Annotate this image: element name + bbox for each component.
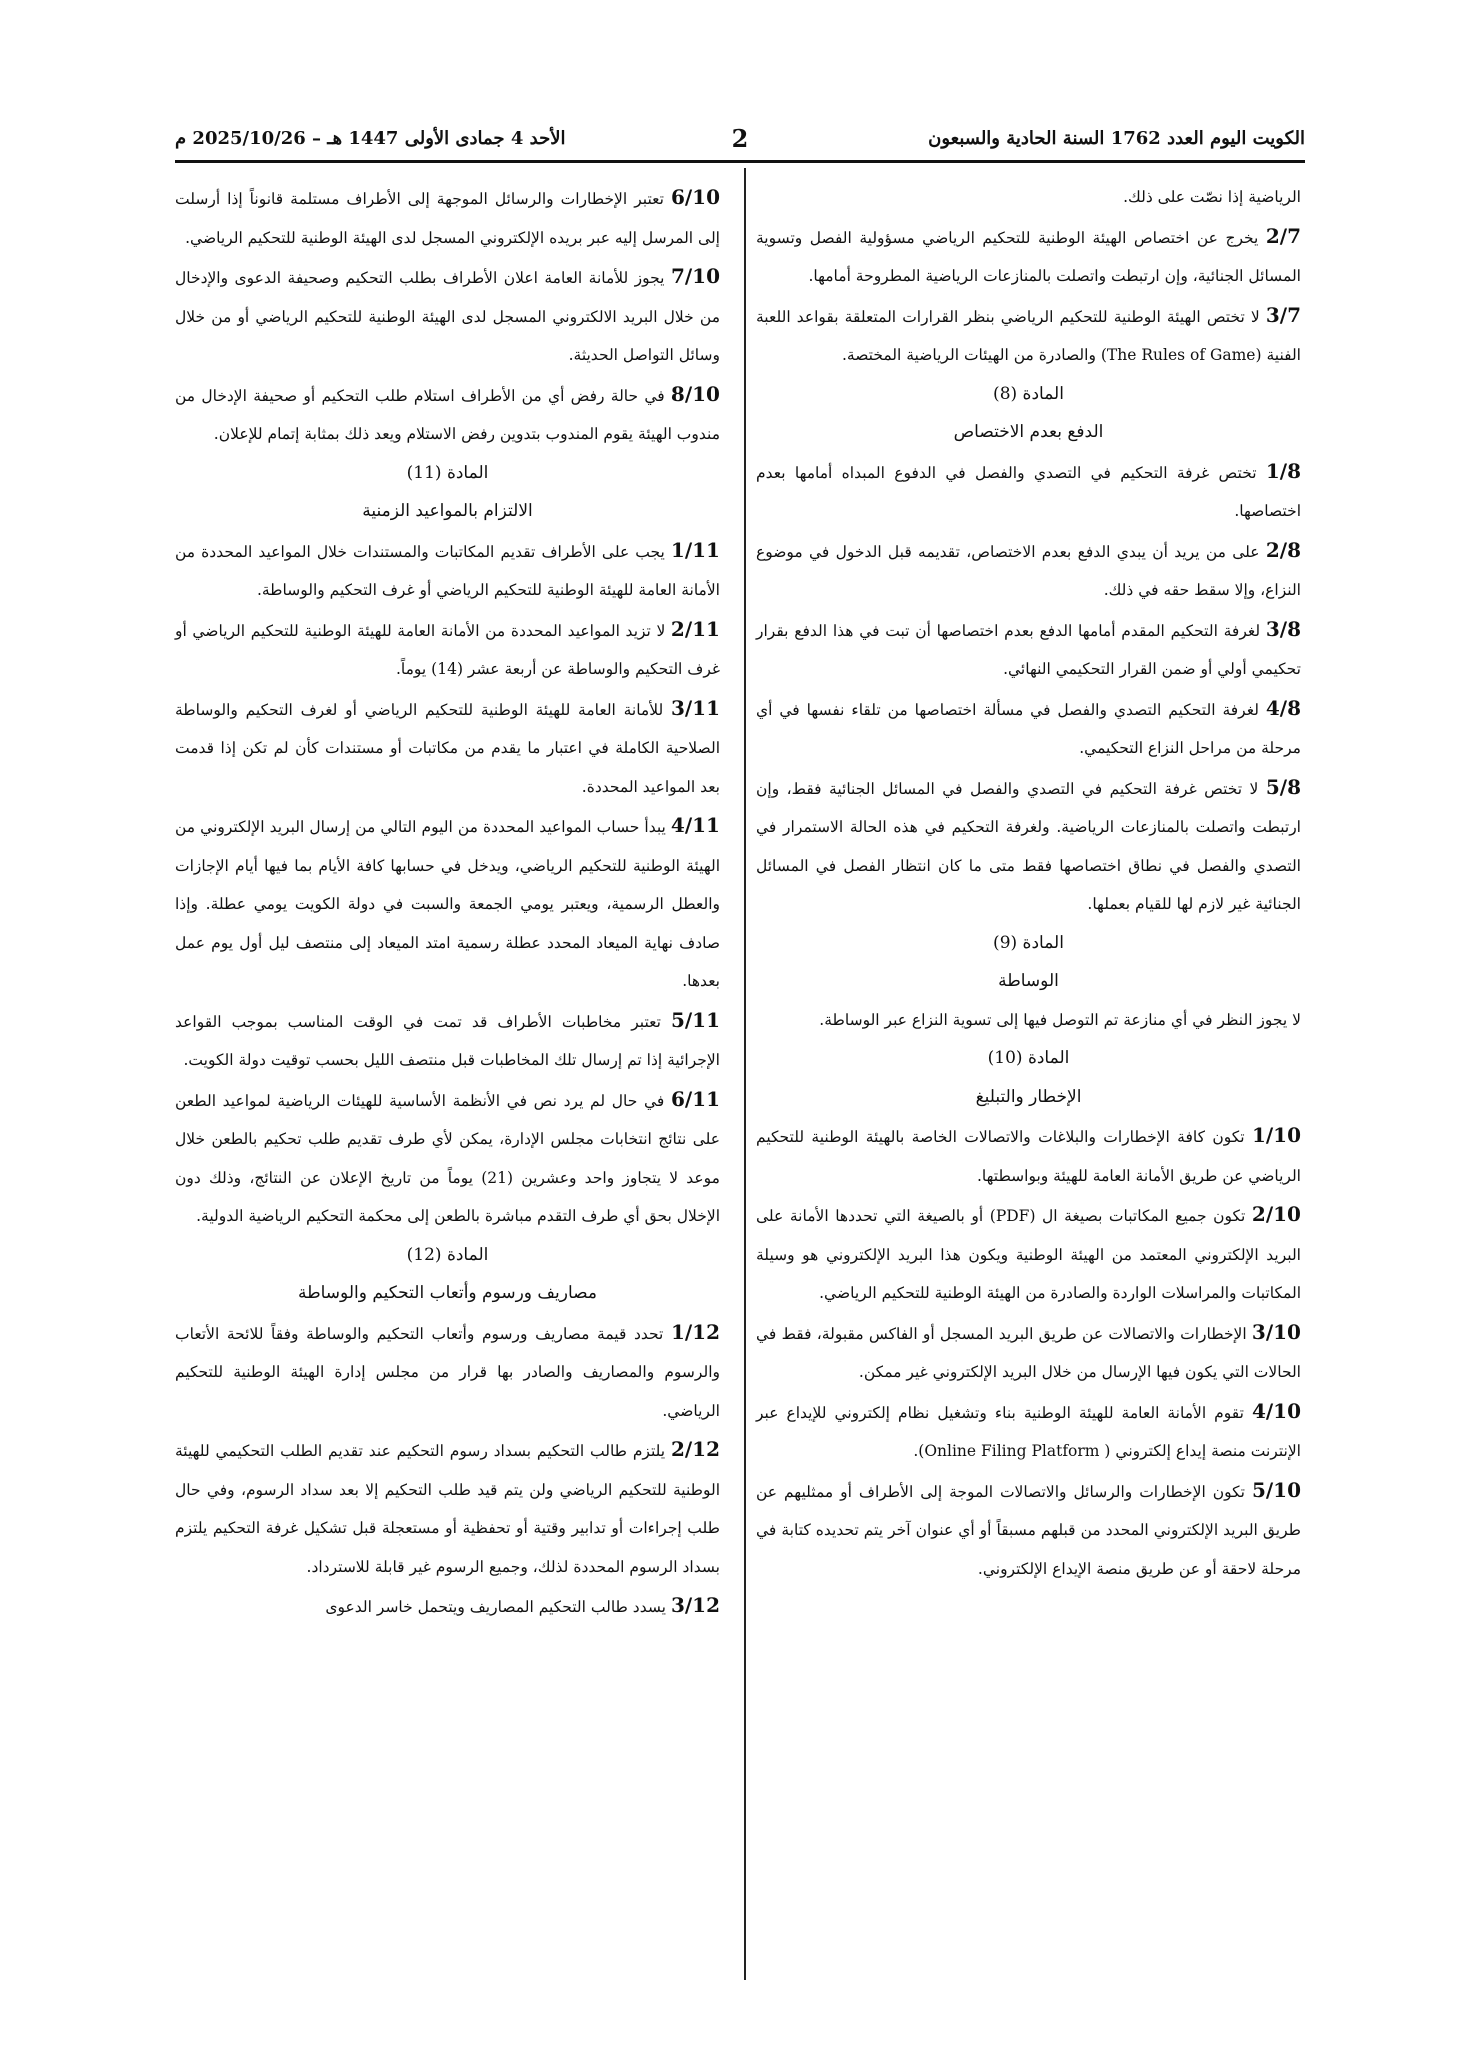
clause-number: 5/11: [670, 1007, 721, 1032]
clause-number: 3/8: [1265, 616, 1301, 641]
clause-number: 2/10: [1251, 1202, 1301, 1226]
clause-text: يسدد طالب التحكيم المصاريف ويتحمل خاسر الدعوى: [325, 1598, 666, 1616]
clause-number: 4/10: [1251, 1398, 1301, 1423]
clause-paragraph: [175, 1586, 720, 1627]
clause-paragraph: [175, 1080, 720, 1236]
clause-text: يبدأ حساب المواعيد المحددة من اليوم التالي من إرسال البريد الإلكتروني من الهيئة الوطنية للتحكيم الرياضي، ويدخل في حسابها كافة الأيام بما فيها أيام الإجازات والعطل الرسمية، ويعتبر يومي الجمعة والسبت في دولة الكويت يومي عطلة. وإذا صادف نهاية الميعاد المحدد عطلة رسمية امتد الميعاد إلى منتصف ليل أول يوم عمل بعدها.: [175, 818, 720, 990]
clause-paragraph: [175, 689, 720, 807]
clause-paragraph: [756, 217, 1301, 296]
article-heading: الوساطة: [998, 971, 1059, 991]
clause-text: لا تزيد المواعيد المحددة من الأمانة العامة للهيئة الوطنية للتحكيم الرياضي أو غرف التحكيم والوساطة عن أربعة عشر (14) يوماً.: [175, 621, 720, 678]
article-heading: الالتزام بالمواعيد الزمنية: [362, 501, 533, 521]
clause-number: 2/12: [670, 1437, 720, 1461]
article-heading: المادة (11): [406, 462, 489, 483]
clause-paragraph: [175, 1313, 720, 1431]
clause-text: تكون الإخطارات والرسائل والاتصالات الموجة إلى الأطراف أو ممثليهم عن طريق البريد الإلكتروني المحدد من قبلهم مسبقاً أو أي عنوان آخر يتم تحديده كتابة في مرحلة لاحقة أو عن طريق منصة الإيداع الإلكتروني.: [756, 1482, 1301, 1578]
clause-text: يلتزم طالب التحكيم بسداد رسوم التحكيم عند تقديم الطلب التحكيمي للهيئة الوطنية للتحكيم الرياضي ولن يتم قيد طلب التحكيم إلا بعد سداد الرسوم، وفي حال طلب إجراءات أو تدابير وقتية أو تحفظية أو مستعجلة قبل تشكيل غرفة التحكيم يلتزم بسداد الرسوم المحددة لذلك، وجميع الرسوم غير قابلة للاسترداد.: [175, 1442, 720, 1576]
column-divider: [744, 168, 746, 1980]
clause-text: تكون جميع المكاتبات بصيغة ال (PDF) أو بالصيغة التي تحددها الأمانة على البريد الإلكتروني المعتمد من الهيئة الوطنية ويكون هذا البريد الإلكتروني هو وسيلة المكاتبات والمراسلات الواردة والصادرة من الهيئة الوطنية للتحكيم الرياضي.: [756, 1207, 1301, 1302]
clause-text: لغرفة التحكيم المقدم أمامها الدفع بعدم اختصاصها أن تبت في هذا الدفع بقرار تحكيمي أولي أو ضمن القرار التحكيمي النهائي.: [756, 621, 1301, 678]
clause-text: تعتبر الإخطارات والرسائل الموجهة إلى الأطراف مستلمة قانوناً إذا أرسلت إلى المرسل إليه عبر بريده الإلكتروني المسجل لدى الهيئة الوطنية للتحكيم الرياضي.: [175, 190, 720, 247]
clause-paragraph: [756, 1313, 1301, 1392]
clause-text: لا تختص غرفة التحكيم في التصدي والفصل في المسائل الجنائية فقط، وإن ارتبطت واتصلت بالمنازعات الرياضية. ولغرفة التحكيم في هذه الحالة الاستمرار في التصدي والفصل في نطاق اختصاصها فقط متى ما كان انتظار الفصل في المسائل الجنائية غير لازم لها للقيام بعملها.: [756, 779, 1301, 913]
article-heading: المادة (10): [987, 1048, 1070, 1068]
clause-number: 2/11: [670, 616, 720, 641]
clause-text: لا يجوز النظر في أي منازعة تم التوصل فيها إلى تسوية النزاع عبر الوساطة.: [819, 1010, 1301, 1029]
clause-number: 3/11: [670, 695, 720, 720]
clause-paragraph: [756, 531, 1301, 610]
clause-text: لغرفة التحكيم التصدي والفصل في مسألة اختصاصها من تلقاء نفسها في أي مرحلة من مراحل النزاع التحكيمي.: [756, 700, 1301, 757]
clause-number: 4/8: [1265, 695, 1301, 720]
right-column: [756, 178, 1301, 1588]
clause-text: يخرج عن اختصاص الهيئة الوطنية للتحكيم الرياضي مسؤولية الفصل وتسوية المسائل الجنائية، وإن ارتبطت واتصلت بالمنازعات الرياضية المطروحة أمامها.: [756, 228, 1301, 285]
clause-paragraph: [756, 178, 1301, 217]
clause-text: لا تختص الهيئة الوطنية للتحكيم الرياضي بنظر القرارات المتعلقة بقواعد اللعبة الفنية (The Rules of Game) والصادرة من الهيئات الرياضية المختصة.: [756, 307, 1301, 364]
article-heading: مصاريف ورسوم وأتعاب التحكيم والوساطة: [297, 1283, 597, 1303]
clause-number: 1/10: [1251, 1123, 1302, 1147]
clause-paragraph: [175, 1001, 720, 1080]
clause-number: 2/8: [1265, 537, 1301, 562]
clause-text: على من يريد أن يبدي الدفع بعدم الاختصاص، تقديمه قبل الدخول في موضوع النزاع، وإلا سقط حقه في ذلك.: [756, 542, 1301, 599]
clause-paragraph: [175, 610, 720, 689]
article-heading: الإخطار والتبليغ: [975, 1086, 1082, 1107]
clause-number: 3/10: [1251, 1319, 1301, 1344]
clause-paragraph: [756, 1001, 1301, 1040]
clause-text: للأمانة العامة للهيئة الوطنية للتحكيم الرياضي أو لغرف التحكيم والوساطة الصلاحية الكاملة في اعتبار ما يقدم من مكاتبات أو مستندات كأن لم تكن إذا قدمت بعد المواعيد المحددة.: [175, 700, 720, 796]
article-heading: المادة (12): [406, 1244, 489, 1265]
clause-number: 7/10: [670, 264, 720, 288]
clause-number: 2/7: [1265, 223, 1301, 248]
clause-paragraph: [756, 296, 1301, 375]
clause-paragraph: [756, 1471, 1301, 1589]
clause-text: تعتبر مخاطبات الأطراف قد تمت في الوقت المناسب بموجب القواعد الإجرائية إذا تم إرسال تلك المخاطبات قبل منتصف الليل بحسب توقيت دولة الكويت.: [175, 1012, 720, 1069]
clause-number: 1/12: [670, 1319, 720, 1344]
clause-paragraph: [756, 1392, 1301, 1471]
article-heading: المادة (9): [993, 932, 1064, 953]
clause-paragraph: [756, 452, 1301, 531]
clause-paragraph: [756, 1195, 1301, 1313]
clause-text: تكون كافة الإخطارات والبلاغات والاتصالات الخاصة بالهيئة الوطنية للتحكيم الرياضي عن طريق الأمانة العامة للهيئة وبواسطتها.: [756, 1128, 1301, 1185]
clause-paragraph: [175, 257, 720, 375]
clause-text: تختص غرفة التحكيم في التصدي والفصل في الدفوع المبداه أمامها بعدم اختصاصها.: [756, 463, 1301, 520]
clause-text: الرياضية إذا نصّت على ذلك.: [1123, 188, 1301, 206]
issue-date: الأحد 4 جمادى الأولى 1447 هـ – 2025/10/26 م: [175, 128, 566, 149]
clause-text: الإخطارات والاتصالات عن طريق البريد المسجل أو الفاكس مقبولة، فقط في الحالات التي يكون فيها الإرسال من خلال البريد الإلكتروني غير ممكن.: [756, 1324, 1301, 1381]
clause-number: 8/10: [670, 381, 720, 406]
clause-paragraph: [175, 531, 720, 610]
clause-text: في حالة رفض أي من الأطراف استلام طلب التحكيم أو صحيفة الإدخال من مندوب الهيئة يقوم المندوب بتدوين رفض الاستلام ويعد ذلك بمثابة إتمام للإعلان.: [175, 386, 720, 443]
article-heading: المادة (8): [993, 383, 1064, 404]
clause-number: 4/11: [670, 813, 720, 837]
publication-info: الكويت اليوم العدد 1762 السنة الحادية والسبعون: [928, 128, 1305, 149]
clause-number: 3/7: [1265, 302, 1301, 327]
clause-paragraph: [756, 689, 1301, 768]
header-rule: [175, 160, 1305, 163]
page-header: [175, 124, 1305, 164]
clause-text: يجب على الأطراف تقديم المكاتبات والمستندات خلال المواعيد المحددة من الأمانة العامة للهيئة الوطنية للتحكيم الرياضي أو غرف التحكيم والوساطة.: [175, 542, 720, 599]
clause-paragraph: [756, 610, 1301, 689]
page-number: 2: [731, 124, 749, 153]
clause-number: 6/10: [670, 185, 720, 209]
left-column: [175, 178, 720, 1627]
clause-text: تحدد قيمة مصاريف ورسوم وأتعاب التحكيم والوساطة وفقاً للائحة الأتعاب والرسوم والمصاريف والصادر بها قرار من مجلس إدارة الهيئة الوطنية للتحكيم الرياضي.: [175, 1324, 720, 1420]
clause-number: 1/11: [670, 537, 720, 562]
clause-number: 3/12: [670, 1593, 720, 1617]
clause-paragraph: [175, 178, 720, 257]
clause-text: تقوم الأمانة العامة للهيئة الوطنية بناء وتشغيل نظام إلكتروني للإيداع عبر الإنترنت منصة إيداع إلكتروني ( Online Filing Platform).: [756, 1403, 1301, 1460]
clause-number: 5/10: [1251, 1477, 1301, 1502]
clause-text: في حال لم يرد نص في الأنظمة الأساسية للهيئات الرياضية لمواعيد الطعن على نتائج انتخابات مجلس الإدارة، يمكن لأي طرف تقديم طلب تحكيم بالطعن خلال موعد لا يتجاوز واحد وعشرين (21) يوماً من تاريخ الإعلان عن النتائج، وذلك دون الإخلال بحق أي طرف التقدم مباشرة بالطعن إلى محكمة التحكيم الرياضية الدولية.: [175, 1091, 720, 1225]
clause-paragraph: [175, 1430, 720, 1586]
clause-paragraph: [175, 375, 720, 454]
clause-number: 1/8: [1265, 458, 1301, 483]
clause-number: 6/11: [670, 1086, 720, 1111]
clause-paragraph: [756, 1116, 1301, 1195]
article-heading: الدفع بعدم الاختصاص: [953, 422, 1104, 442]
clause-paragraph: [756, 768, 1301, 924]
clause-number: 5/8: [1265, 774, 1301, 799]
clause-text: يجوز للأمانة العامة اعلان الأطراف بطلب التحكيم وصحيفة الدعوى والإدخال من خلال البريد الالكتروني المسجل لدى الهيئة الوطنية للتحكيم الرياضي أو من خلال وسائل التواصل الحديثة.: [175, 269, 720, 364]
clause-paragraph: [175, 806, 720, 1001]
